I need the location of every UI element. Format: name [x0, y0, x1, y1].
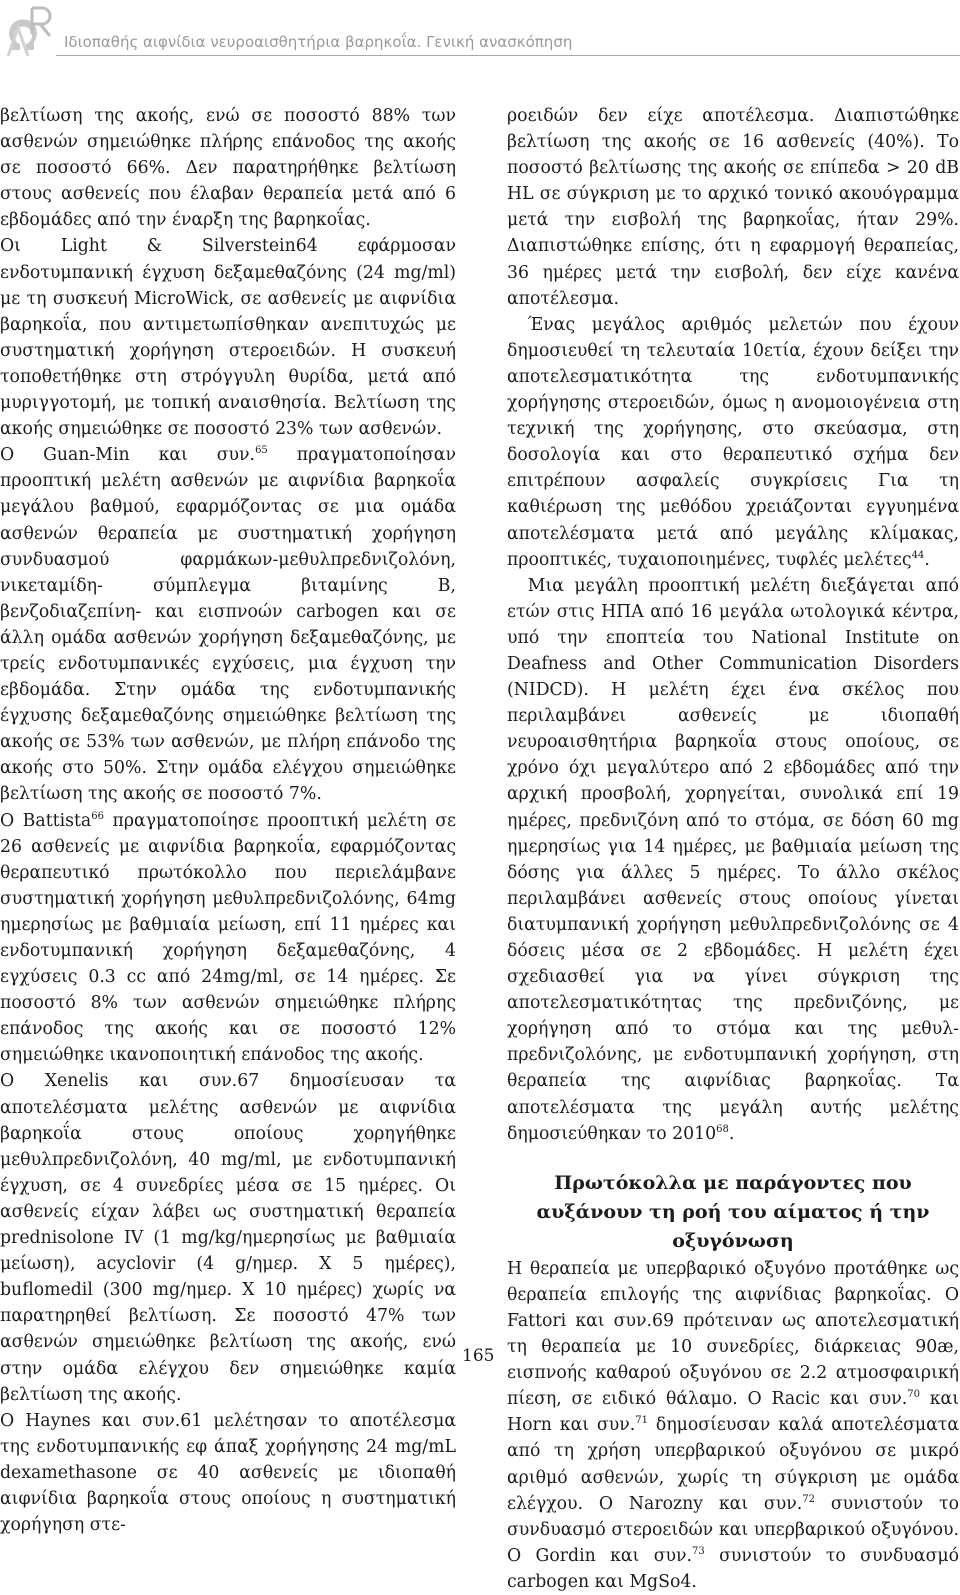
paragraph: [0, 808, 456, 1069]
citation-superscript: 66: [91, 810, 104, 822]
running-header-title: Ιδιοπαθής αιφνίδια νευροαισθητήρια βαρηκοΐα. Γενική ανασκόπηση: [64, 33, 573, 51]
paragraph-text: Ο Battista: [0, 810, 92, 831]
citation-superscript: 68: [716, 1123, 729, 1135]
paragraph-text: Η θεραπεία με υπερβαρικό οξυγόνο προτάθηκε ως θεραπεία επιλογής της αιφνίδιας βαρηκοΐας. Ο Fattori και συν.69 πρότειναν ως αποτελεσματική τη θεραπεία με 10 συνεδρίες, διάρκειας 90æ, εισπνοής καθαρού οξυγόνου σε 2.2 ατμοσφαιρική πίεση, σε ειδικό θάλαμο. Ο Racic και συν.: [507, 1258, 959, 1410]
paragraph-text: Ένας μεγάλος αριθμός μελετών που έχουν δημοσιευθεί τη τελευταία 10ετία, έχουν δείξει την αποτελεσματικότητα της ενδοτυμπανικής χορήγησης στεροειδών, όμως η ανομοιογένεια στη τεχνική της χορήγησης, στο σκεύασμα, στη δοσολογία και στο θεραπευτικό σχήμα δεν επιτρέπουν ασφαλείς συγκρίσεις Για τη καθιέρωση της μεθόδου χρειάζονται εγγυημένα αποτελέσματα μετά από μεγάλης κλίμακας, προοπτικές, τυχαιοποιημένες, τυφλές μελέτες: [507, 314, 959, 570]
section-heading: Πρωτόκολλα με παράγοντες που αυξάνουν τη ροή του αίματος ή την οξυγόνωση: [536, 1171, 930, 1252]
page-number: 165: [462, 1346, 495, 1366]
paragraph: Ο Haynes και συν.61 μελέτησαν το αποτέλεσμα της ενδοτυμπανικής εφ άπαξ χορήγησης 24 mg/mL dexamethasone σε 40 ασθενείς με ιδιοπαθή αιφνίδια βαρηκοΐα στους οποίους η συστηματική χορήγηση στε-: [0, 1410, 456, 1536]
paragraph: [507, 1256, 959, 1595]
page-header: [0, 0, 960, 62]
citation-superscript: 73: [692, 1545, 705, 1557]
right-column: [507, 103, 959, 1595]
paragraph: [0, 442, 456, 807]
journal-logo: [4, 4, 54, 58]
paragraph-text: συνιστούν το συνδυασμό στεροειδών και υπερβαρικού οξυγόνου. Ο Gordin και συν.: [507, 1493, 959, 1566]
paragraph: Οι Light & Silverstein64 εφάρμοσαν ενδοτυμπανική έγχυση δεξαμεθαζόνης (24 mg/ml) με τη συσκευή MicroWick, σε ασθενείς με αιφνίδια βαρηκοΐα, που αντιμετωπίσθηκαν ανεπιτυχώς με συστηματική χορήγηση στεροειδών. Η συσκευή τοποθετήθηκε στη στρόγγυλη θυρίδα, μετά από μυριγγοτομή, με τοπική αναισθησία. Βελτίωση της ακοής σημειώθηκε σε ποσοστό 23% των ασθενών.: [0, 236, 456, 440]
paragraph-text: Μια μεγάλη προοπτική μελέτη διεξάγεται από ετών στις ΗΠΑ από 16 μεγάλα ωτολογικά κέντρα, υπό την εποπτεία του National Institute on Deafness and Other Communication Disorders (NIDCD). Η μελέτη έχει ένα σκέλος που περιλαμβάνει ασθενείς με ιδιοπαθή νευροαισθητήρια βαρηκοΐα στους οποίους, σε χρόνο όχι μεγαλύτερο από 2 εβδομάδες από την αρχική προσβολή, χορηγείται, συνολικά επί 19 ημέρες, πρεδνιζόνη από το στόμα, σε δόση 60 mg ημερησίως για 14 ημέρες, με βαθμιαία μείωση της δόσης για άλλες 5 ημέρες. Το άλλο σκέλος περιλαμβάνει ασθενείς στους οποίους γίνεται διατυμπανική χορήγηση μεθυλπρεδνιζολόνης σε 4 δόσεις μέσα σε 2 εβδομάδες. Η μελέτη έχει σχεδιασθεί για να γίνει σύγκριση της αποτελεσματικότητας της πρεδνιζόνης, με χορήγηση από το στόμα και της μεθυλ-πρεδνιζολόνης, με ενδοτυμπανική χορήγηση, στη θεραπεία της αιφνίδιας βαρηκοΐας. Τα αποτελέσματα της μεγάλη αυτής μελέτης δημοσιεύθηκαν το 2010: [507, 575, 959, 1144]
paragraph: ροειδών δεν είχε αποτέλεσμα. Διαπιστώθηκε βελτίωση της ακοής σε 16 ασθενείς (40%). Το ποσοστό βελτίωσης της ακοής σε επίπεδα > 20 dB HL σε σύγκριση με το αρχικό τονικό ακουόγραμμα μετά την εισβολή της βαρηκοΐας, ήταν 29%. Διαπιστώθηκε επίσης, ότι η εφαρμογή θεραπείας, 36 ημέρες μετά την εισβολή, δεν είχε κανένα αποτέλεσμα.: [507, 106, 959, 309]
citation-superscript: 44: [911, 549, 925, 561]
citation-superscript: 72: [802, 1493, 815, 1505]
citation-superscript: 70: [907, 1389, 920, 1401]
paragraph: βελτίωση της ακοής, ενώ σε ποσοστό 88% των ασθενών σημειώθηκε πλήρης επάνοδος της ακοής σε ποσοστό 66%. Δεν παρατηρήθηκε βελτίωση στους ασθενείς που έλαβαν θεραπεία μετά από 6 εβδομάδες από την έναρξη της βαρηκοΐας.: [0, 106, 456, 231]
paragraph-text: Ο Guan-Min και συν.: [0, 445, 256, 466]
paragraph-text: συνιστούν το συνδυασμό carbogen και MgSo4.: [507, 1545, 960, 1592]
citation-superscript: 71: [635, 1415, 648, 1427]
paragraph-text: πραγματοποίησε προοπτική μελέτη σε 26 ασθενείς με αιφνίδια βαρηκοΐα, εφαρμόζοντας θεραπευτικό πρωτόκολλο που περιελάμβανε συστηματική χορήγηση μεθυλπρεδνιζολόνης, 64mg ημερησίως με βαθμιαία μείωση, επί 11 ημέρες και ενδοτυμπανική χορήγηση δεξαμεθαζόνης, 4 εγχύσεις 0.3 cc από 24mg/ml, σε 14 ημέρες. Σε ποσοστό 8% των ασθενών σημειώθηκε πλήρης επάνοδος της ακοής και σε ποσοστό 12% σημειώθηκε ικανοποιητική επάνοδος της ακοής.: [0, 810, 457, 1066]
paragraph-text: .: [924, 549, 930, 570]
paragraph-text: .: [728, 1123, 735, 1144]
header-divider: [56, 55, 960, 56]
paragraph: Ο Xenelis και συν.67 δημοσίευσαν τα αποτελέσματα μελέτης ασθενών με αιφνίδια βαρηκοΐα στους οποίους χορηγήθηκε μεθυλπρεδνιζολόνη, 40 mg/ml, με ενδοτυμπανική έγχυση, σε 4 συνεδρίες μέσα σε 15 ημέρες. Οι ασθενείς είχαν λάβει ως συστηματική θεραπεία prednisolone IV (1 mg/kg/ημερησίως με βαθμιαία μείωση), acyclovir (4 g/ημερ. Χ 5 ημέρες), buflomedil (300 mg/ημερ. Χ 10 ημέρες) χωρίς να παρατηρηθεί βελτίωση. Σε ποσοστό 47% των ασθενών σημειώθηκε βελτίωση της ακοής, ενώ στην ομάδα ελέγχου δεν σημειώθηκε καμία βελτίωση της ακοής.: [0, 1071, 456, 1405]
paragraph: [507, 573, 959, 1147]
left-column: [0, 103, 456, 1538]
paragraph-text: και Horn και συν.: [507, 1389, 959, 1436]
citation-superscript: 65: [255, 445, 268, 457]
paragraph-text: δημοσίευσαν καλά αποτελέσματα από τη χρήση υπερβαρικού οξυγόνου σε μικρό αριθμό ασθενών, χωρίς τη σύγκριση με ομάδα ελέγχου. Ο Narozny και συν.: [507, 1415, 960, 1514]
paragraph-text: πραγματοποίησαν προοπτική μελέτη ασθενών με αιφνίδια βαρηκοΐα μεγάλου βαθμού, εφαρμόζοντας σε μια ομάδα ασθενών θεραπεία με συστηματική χορήγηση συνδυασμού φαρμάκων-μεθυλπρεδνιζολόνη, νικεταμίδη- σύμπλεγμα βιταμίνης Β, βενζοδιαζεπίνη- και εισπνοών carbogen και σε άλλη ομάδα ασθενών χορήγηση δεξαμεθαζόνης, με τρείς ενδοτυμπανικές εγχύσεις, μια έγχυση την εβδομάδα. Στην ομάδα της ενδοτυμπανικής έγχυσης δεξαμεθαζόνης σημειώθηκε βελτίωση της ακοής σε 53% των ασθενών, με πλήρη επάνοδο της ακοής στο 50%. Στην ομάδα ελέγχου σημειώθηκε βελτίωση της ακοής σε ποσοστό 7%.: [0, 445, 456, 805]
paragraph: [507, 312, 959, 573]
